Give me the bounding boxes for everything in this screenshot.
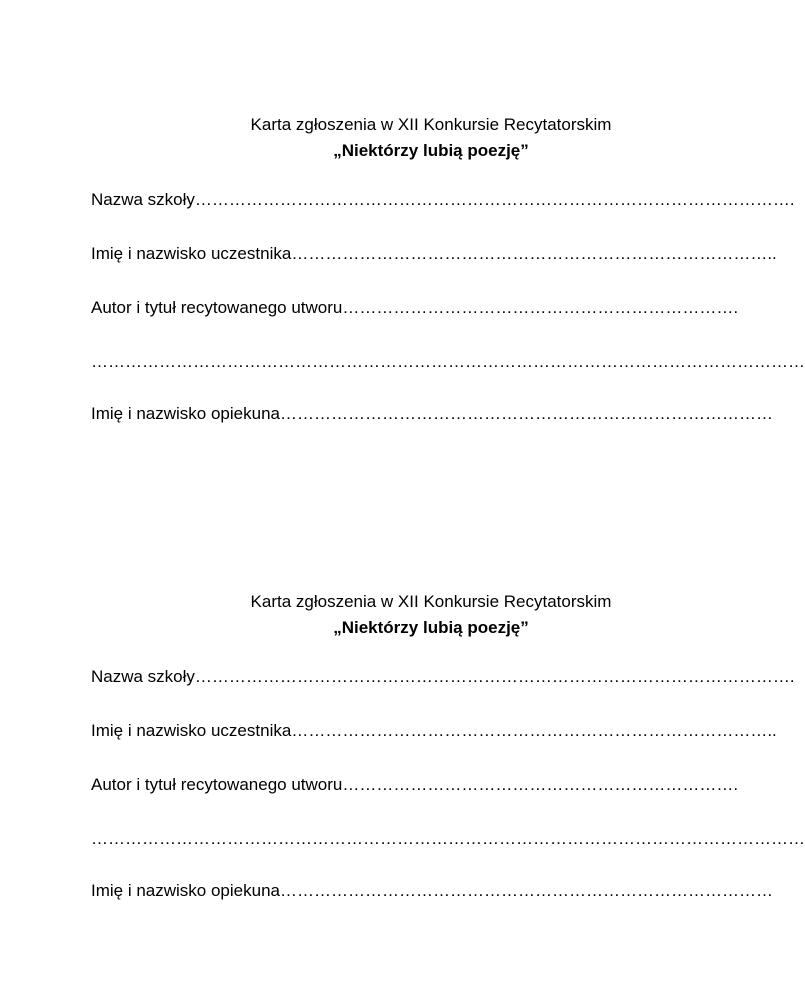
school-name-label: Nazwa szkoły [91, 667, 195, 686]
work-author-title-continuation[interactable] [91, 827, 805, 851]
participant-name-label: Imię i nazwisko uczestnika [91, 721, 292, 740]
school-name-label: Nazwa szkoły [91, 190, 195, 209]
guardian-name-field[interactable] [91, 402, 773, 426]
continuation-blank[interactable]: ……………………………………………………………………………………………………………… [91, 829, 805, 848]
work-author-title-continuation[interactable] [91, 350, 805, 374]
guardian-name-label: Imię i nazwisko opiekuna [91, 404, 280, 423]
participant-name-blank[interactable]: ………………………………………………………………………….. [291, 244, 777, 263]
participant-name-label: Imię i nazwisko uczestnika [91, 244, 292, 263]
work-author-title-field[interactable] [91, 296, 739, 320]
school-name-field[interactable] [91, 188, 795, 212]
work-author-title-label: Autor i tytuł recytowanego utworu [91, 298, 343, 317]
guardian-name-field[interactable] [91, 879, 773, 903]
school-name-blank[interactable]: ……………………………………………………………………………………………. [194, 190, 795, 209]
registration-form-2 [0, 589, 805, 900]
participant-name-blank[interactable]: ………………………………………………………………………….. [291, 721, 777, 740]
participant-name-field[interactable] [91, 719, 777, 743]
form-subtitle: „Niektórzy lubią poezję” [333, 141, 529, 160]
continuation-blank[interactable]: ……………………………………………………………………………………………………………… [91, 352, 805, 371]
school-name-field[interactable] [91, 665, 795, 689]
guardian-name-blank[interactable]: …………………………………………………………………………… [279, 404, 773, 423]
guardian-name-blank[interactable]: …………………………………………………………………………… [279, 881, 773, 900]
registration-form-1 [0, 112, 805, 423]
form-title: Karta zgłoszenia w XII Konkursie Recytatorskim [250, 115, 612, 134]
form-subtitle: „Niektórzy lubią poezję” [333, 618, 529, 637]
work-author-title-label: Autor i tytuł recytowanego utworu [91, 775, 343, 794]
work-author-title-blank[interactable]: ……………………………………………………………. [342, 775, 739, 794]
participant-name-field[interactable] [91, 242, 777, 266]
school-name-blank[interactable]: ……………………………………………………………………………………………. [194, 667, 795, 686]
guardian-name-label: Imię i nazwisko opiekuna [91, 881, 280, 900]
work-author-title-blank[interactable]: ……………………………………………………………. [342, 298, 739, 317]
work-author-title-field[interactable] [91, 773, 739, 797]
form-title: Karta zgłoszenia w XII Konkursie Recytatorskim [250, 592, 612, 611]
